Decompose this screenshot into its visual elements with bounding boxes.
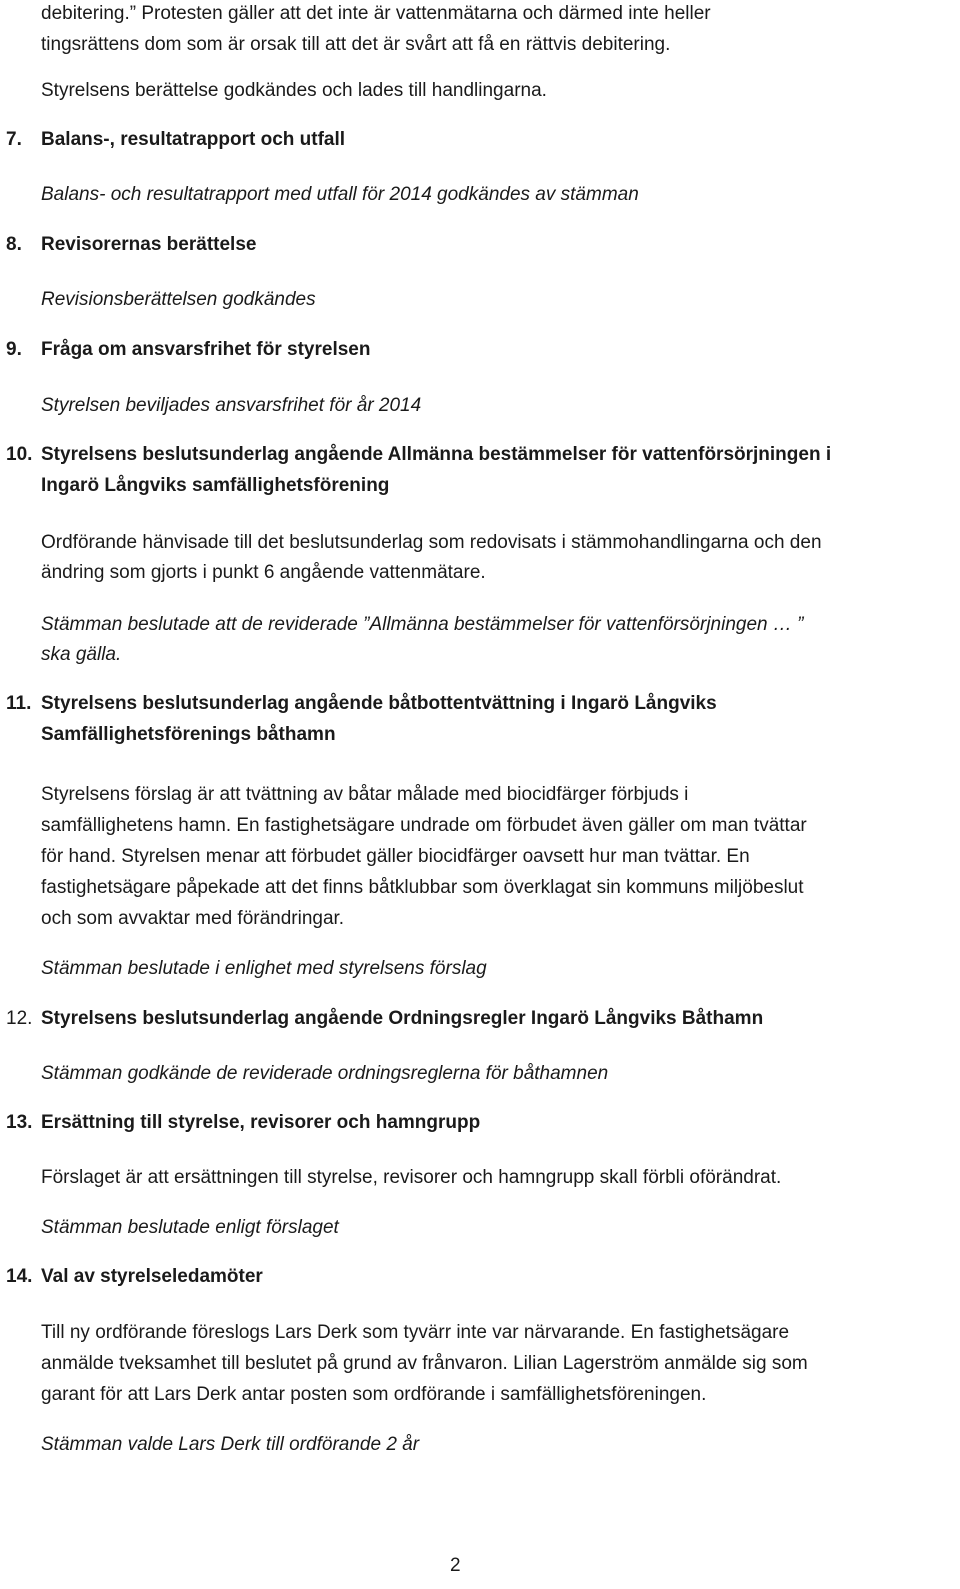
section-10-decision-line-2: ska gälla.	[41, 644, 122, 665]
section-13-body: Förslaget är att ersättningen till styrelse, revisorer och hamngrupp skall förbli oförändrat.	[41, 1167, 782, 1188]
section-11-body-line-5: och som avvaktar med förändringar.	[41, 908, 345, 929]
section-11-heading-line-2: Samfällighetsförenings båthamn	[41, 724, 336, 745]
section-12-number: 12.	[6, 1008, 33, 1029]
section-8-number: 8.	[6, 234, 22, 255]
section-12-heading: Styrelsens beslutsunderlag angående Ordningsregler Ingarö Långviks Båthamn	[41, 1008, 764, 1029]
intro-line-3: Styrelsens berättelse godkändes och lades till handlingarna.	[41, 80, 547, 101]
section-11-number: 11.	[6, 693, 32, 714]
section-11-body-line-3: för hand. Styrelsen menar att förbudet gäller biocidfärger oavsett hur man tvättar. En	[41, 846, 750, 867]
section-10-number: 10.	[6, 444, 33, 465]
section-13-heading: Ersättning till styrelse, revisorer och hamngrupp	[41, 1112, 481, 1133]
intro-line-2: tingsrättens dom som är orsak till att det är svårt att få en rättvis debitering.	[41, 34, 671, 55]
section-13-number: 13.	[6, 1112, 33, 1133]
section-13-decision: Stämman beslutade enligt förslaget	[41, 1217, 339, 1238]
section-11-heading-line-1: Styrelsens beslutsunderlag angående båtbottentvättning i Ingarö Långviks	[41, 693, 717, 714]
page-number: 2	[450, 1555, 461, 1576]
section-12-decision: Stämman godkände de reviderade ordningsreglerna för båthamnen	[41, 1063, 609, 1084]
intro-line-1: debitering.” Protesten gäller att det inte är vattenmätarna och därmed inte heller	[41, 3, 711, 24]
section-9-number: 9.	[6, 339, 22, 360]
section-10-heading-line-1: Styrelsens beslutsunderlag angående Allmänna bestämmelser för vattenförsörjningen i	[41, 444, 832, 465]
section-11-body-line-1: Styrelsens förslag är att tvättning av båtar målade med biocidfärger förbjuds i	[41, 784, 689, 805]
section-14-body-line-1: Till ny ordförande föreslogs Lars Derk som tyvärr inte var närvarande. En fastighetsägare	[41, 1322, 790, 1343]
section-8-decision: Revisionsberättelsen godkändes	[41, 289, 316, 310]
section-10-body-line-2: ändring som gjorts i punkt 6 angående vattenmätare.	[41, 562, 486, 583]
section-10-body-line-1: Ordförande hänvisade till det beslutsunderlag som redovisats i stämmohandlingarna och den	[41, 532, 822, 553]
section-14-decision: Stämman valde Lars Derk till ordförande 2 år	[41, 1434, 420, 1455]
section-14-number: 14.	[6, 1266, 33, 1287]
section-14-body-line-3: garant för att Lars Derk antar posten som ordförande i samfällighetsföreningen.	[41, 1384, 707, 1405]
section-14-body-line-2: anmälde tveksamhet till beslutet på grund av frånvaron. Lilian Lagerström anmälde sig som	[41, 1353, 808, 1374]
section-10-heading-line-2: Ingarö Långviks samfällighetsförening	[41, 475, 390, 496]
section-8-heading: Revisorernas berättelse	[41, 234, 257, 255]
section-9-decision: Styrelsen beviljades ansvarsfrihet för år 2014	[41, 395, 422, 416]
section-9-heading: Fråga om ansvarsfrihet för styrelsen	[41, 339, 371, 360]
section-11-decision: Stämman beslutade i enlighet med styrelsens förslag	[41, 958, 487, 979]
section-7-decision: Balans- och resultatrapport med utfall för 2014 godkändes av stämman	[41, 184, 639, 205]
section-14-heading: Val av styrelseledamöter	[41, 1266, 263, 1287]
section-11-body-line-2: samfällighetens hamn. En fastighetsägare undrade om förbudet även gäller om man tvättar	[41, 815, 807, 836]
section-11-body-line-4: fastighetsägare påpekade att det finns båtklubbar som överklagat sin kommuns miljöbeslut	[41, 877, 804, 898]
section-10-decision-line-1: Stämman beslutade att de reviderade ”Allmänna bestämmelser för vattenförsörjningen … ”	[41, 614, 804, 635]
section-7-heading: Balans-, resultatrapport och utfall	[41, 129, 346, 150]
section-7-number: 7.	[6, 129, 22, 150]
